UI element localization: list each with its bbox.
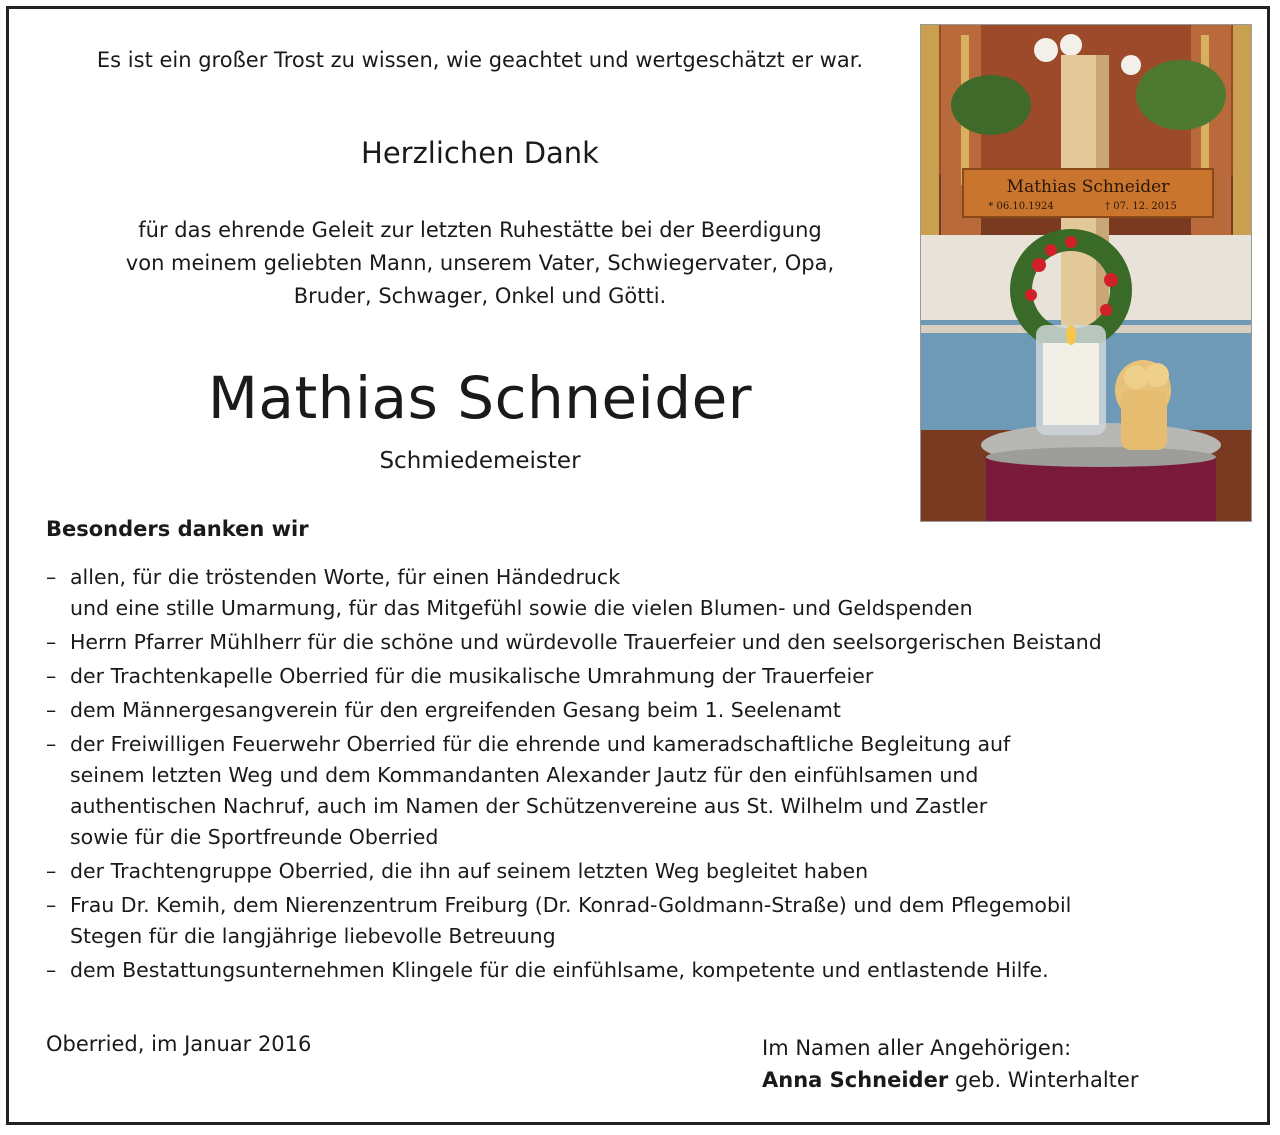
geleit-text (40, 214, 920, 313)
signature-name-rest: geb. Winterhalter (948, 1068, 1139, 1092)
list-item-text: Herrn Pfarrer Mühlherr für die schöne und würdevolle Trauerfeier und den seelsorgerischen Beistand (70, 630, 1102, 654)
plaque-born: * 06.10.1924 (988, 201, 1054, 212)
place-date: Oberried, im Januar 2016 (46, 1032, 312, 1056)
geleit-line: Bruder, Schwager, Onkel und Götti. (293, 284, 667, 308)
geleit-line: für das ehrende Geleit zur letzten Ruhestätte bei der Beerdigung (138, 218, 822, 242)
dash-mark: – (46, 859, 57, 883)
geleit-line: von meinem geliebten Mann, unserem Vater, Schwiegervater, Opa, (125, 251, 835, 275)
list-item-text: der Freiwilligen Feuerwehr Oberried für die ehrende und kameradschaftliche Begleitung auf seinem letzten Weg und dem Kommandanten Alexander Jautz für den einfühlsamen und authentischen Nachruf, auch im Namen der Schützenvereine aus St. Wilhelm und Zastler sowie für die Sportfreunde Oberried (70, 732, 1011, 849)
dash-mark: – (46, 958, 57, 982)
list-item (46, 695, 1246, 726)
dash-mark: – (46, 565, 57, 589)
list-item-text: dem Männergesangverein für den ergreifenden Gesang beim 1. Seelenamt (70, 698, 841, 722)
deceased-profession: Schmiedemeister (379, 448, 581, 474)
signature-block (762, 1032, 1138, 1096)
list-item-text: allen, für die tröstenden Worte, für einen Händedruck und eine stille Umarmung, für das Mitgefühl sowie die vielen Blumen- und Geldspenden (70, 565, 973, 620)
list-item-text: der Trachtengruppe Oberried, die ihn auf seinem letzten Weg begleitet haben (70, 859, 869, 883)
list-item (46, 955, 1246, 986)
list-item (46, 627, 1246, 658)
dash-mark: – (46, 893, 57, 917)
signature-name (762, 1064, 1138, 1096)
list-item-text: Frau Dr. Kemih, dem Nierenzentrum Freiburg (Dr. Konrad-Goldmann-Straße) und dem Pflegemobil Stegen für die langjährige liebevolle Betreuung (70, 893, 1072, 948)
list-item (46, 661, 1246, 692)
memorial-photo-illustration (921, 25, 1251, 521)
intro-text: Es ist ein großer Trost zu wissen, wie geachtet und wertgeschätzt er war. (96, 48, 864, 72)
plaque-died: † 07. 12. 2015 (1105, 201, 1177, 212)
list-item (46, 890, 1246, 952)
list-item (46, 729, 1246, 853)
list-item (46, 856, 1246, 887)
list-item-text: dem Bestattungsunternehmen Klingele für die einfühlsame, kompetente und entlastende Hilfe. (70, 958, 1049, 982)
memorial-photo (920, 24, 1252, 522)
dash-mark: – (46, 664, 57, 688)
list-item (46, 562, 1246, 624)
deceased-name: Mathias Schneider (207, 364, 753, 432)
thanks-heading: Besonders danken wir (46, 517, 309, 541)
dash-mark: – (46, 698, 57, 722)
dash-mark: – (46, 732, 57, 756)
thanks-list (46, 562, 1246, 989)
signature-line: Im Namen aller Angehörigen: (762, 1036, 1072, 1060)
plaque-name: Mathias Schneider (1006, 177, 1170, 197)
heading-herzlichen-dank: Herzlichen Dank (361, 136, 599, 170)
list-item-text: der Trachtenkapelle Oberried für die musikalische Umrahmung der Trauerfeier (70, 664, 874, 688)
dash-mark: – (46, 630, 57, 654)
signature-name-bold: Anna Schneider (762, 1068, 949, 1092)
